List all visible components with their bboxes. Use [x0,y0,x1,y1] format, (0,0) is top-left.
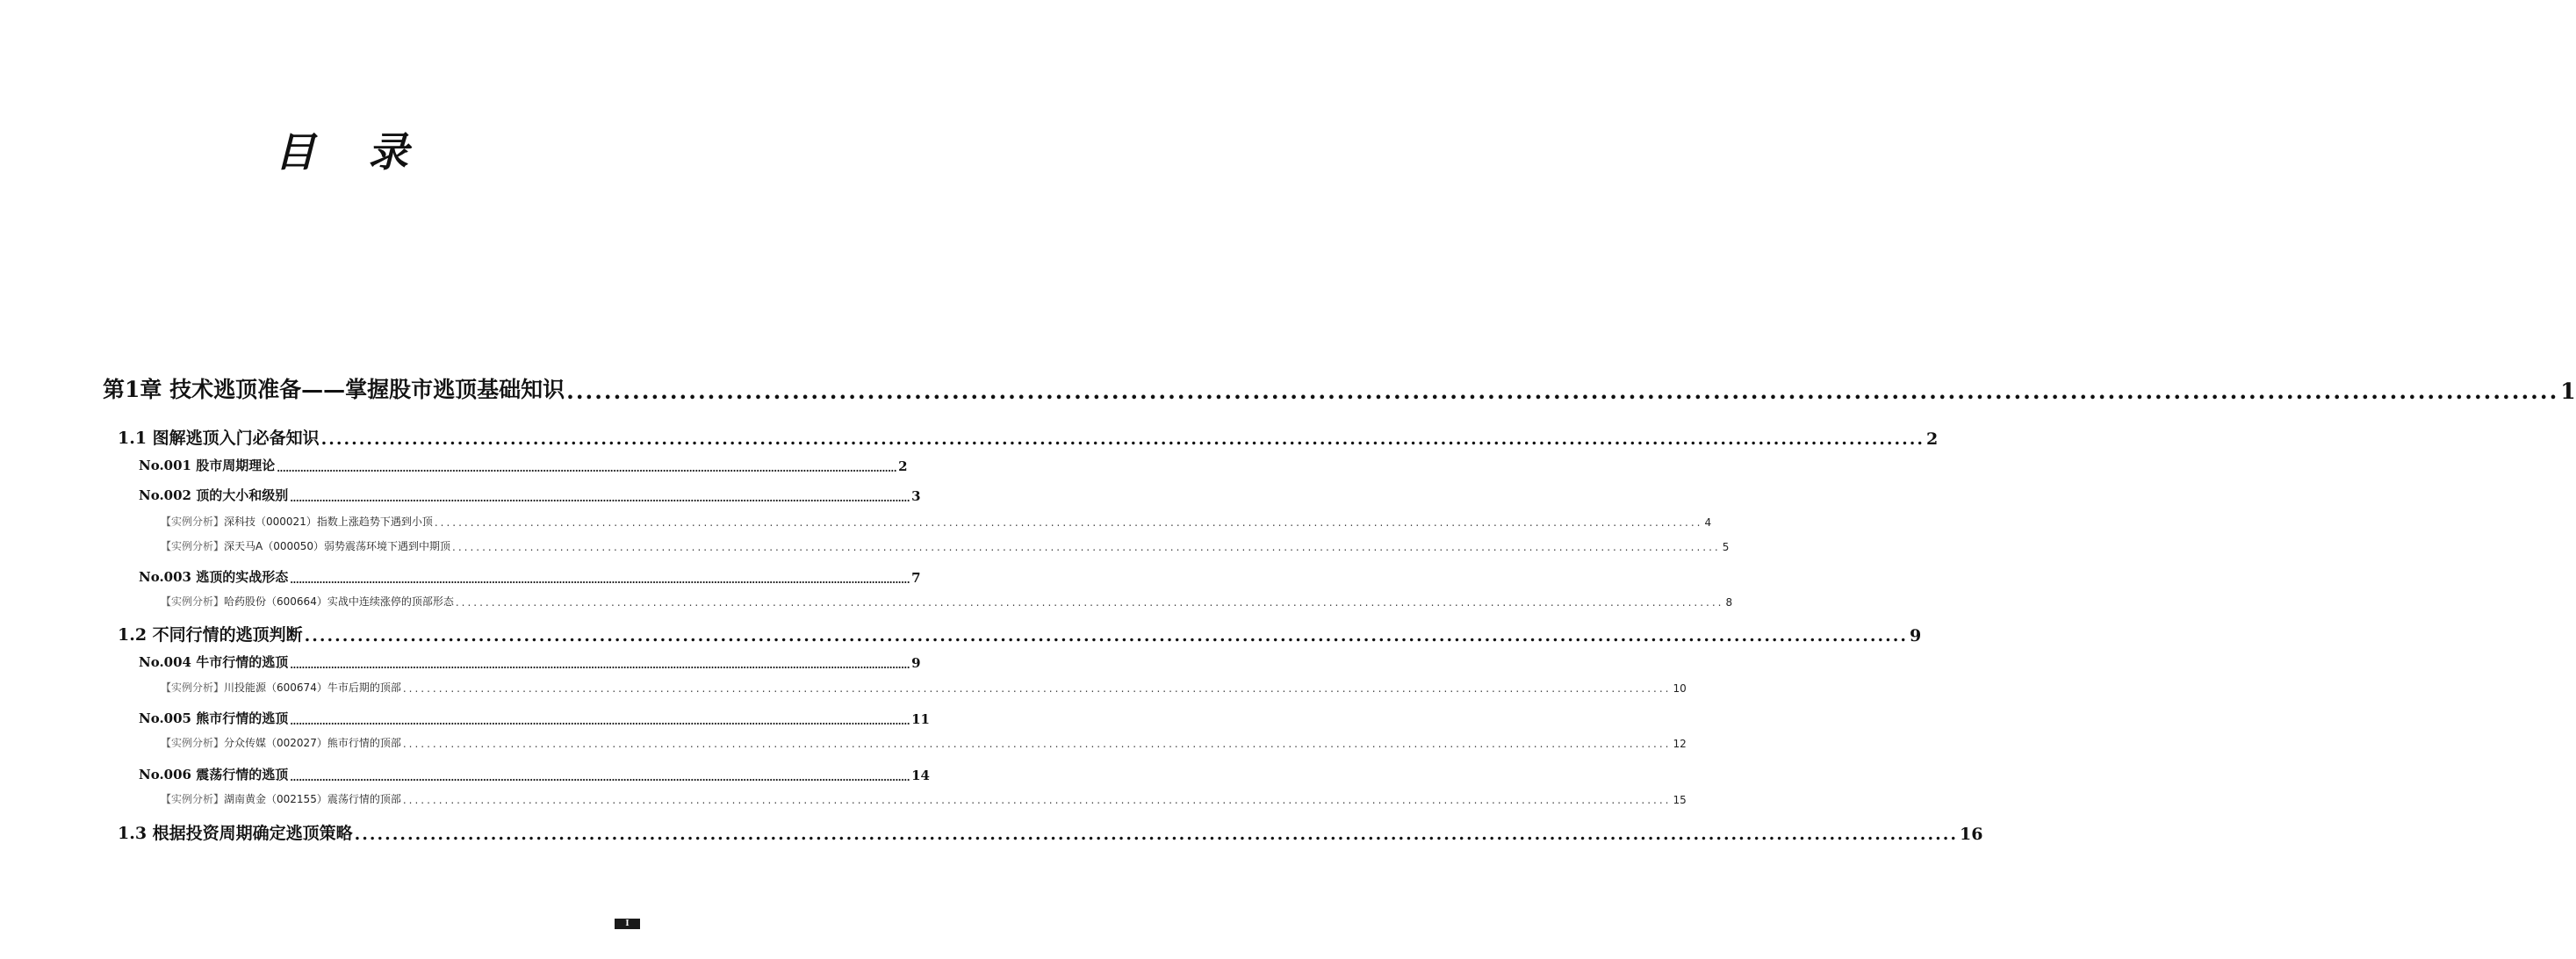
toc-item-no001[interactable] [139,455,908,474]
toc-section-label: 1.1 图解逃顶入门必备知识 [118,429,320,448]
toc-case-label: 深天马A（000050）弱势震荡环境下遇到中期顶 [224,540,451,552]
toc-page-number: 9 [1910,626,1922,645]
case-tag: 【实例分析】 [161,737,225,749]
toc-page-number: 3 [911,488,921,504]
toc-leader-dots: .................................................................................................................................................................................................................... [320,429,1925,449]
toc-section-label: 1.3 根据投资周期确定逃顶策略 [118,824,353,843]
page-title: 目 录 [274,128,428,176]
toc-leader-dots: .................................................................................................................................................................................................................... [434,516,1703,529]
toc-case-label: 川投能源（600674）牛市后期的顶部 [224,681,401,694]
toc-item-label: No.001 股市周期理论 [139,458,276,473]
toc-item-label: No.005 熊市行情的逃顶 [139,710,289,726]
footer-page-number: I [615,919,640,929]
toc-leader-dots: .................................................................................................................................................................................................................... [290,574,910,586]
toc-item-no003[interactable] [139,566,921,586]
toc-leader-dots: .................................................................................................................................................................................................................... [290,493,910,504]
toc-page-number: 7 [911,570,921,586]
toc-page-number: 4 [1704,516,1712,529]
toc-leader-dots: .................................................................................................................................................................................................................... [402,682,1672,695]
toc-case-label: 湖南黄金（002155）震荡行情的顶部 [224,793,401,805]
toc-page-number: 12 [1673,738,1687,750]
toc-item-no006[interactable] [139,764,930,783]
toc-leader-dots: .................................................................................................................................................................................................................... [402,794,1672,806]
toc-case-6[interactable] [161,790,1687,806]
toc-page-number: 9 [911,655,921,671]
toc-item-label: No.004 牛市行情的逃顶 [139,654,289,670]
toc-page-number: 8 [1725,596,1733,609]
toc-case-4[interactable] [161,679,1687,695]
toc-leader-dots: .................................................................................................................................................................................................................... [402,738,1672,750]
toc-page-number: 2 [1926,429,1939,449]
toc-case-1[interactable] [161,513,1712,529]
case-tag: 【实例分析】 [161,681,225,694]
toc-case-label: 深科技（000021）指数上涨趋势下遇到小顶 [224,516,433,528]
toc-item-label: No.002 顶的大小和级别 [139,487,289,503]
toc-page-number: 5 [1722,541,1730,553]
toc-leader-dots: .................................................................................................................................................................................................................... [304,626,1908,645]
toc-section-label: 1.2 不同行情的逃顶判断 [118,625,303,645]
case-tag: 【实例分析】 [161,516,225,528]
toc-leader-dots: .................................................................................................................................................................................................................... [290,716,910,727]
toc-section-1-2[interactable] [118,621,1922,645]
toc-chapter-1[interactable] [103,372,2576,404]
case-tag: 【实例分析】 [161,793,225,805]
toc-leader-dots: .................................................................................................................................................................................................................... [290,660,910,671]
toc-case-3[interactable] [161,593,1733,609]
toc-section-1-1[interactable] [118,424,1939,449]
toc-leader-dots: .................................................................................................................................................................................................................... [566,379,2559,404]
toc-item-no004[interactable] [139,652,921,671]
toc-leader-dots: .................................................................................................................................................................................................................... [452,541,1721,553]
toc-item-label: No.006 震荡行情的逃顶 [139,767,289,782]
toc-page-number: 16 [1960,825,1983,844]
case-tag: 【实例分析】 [161,595,225,608]
toc-case-2[interactable] [161,537,1730,553]
toc-item-no002[interactable] [139,485,921,504]
toc-case-5[interactable] [161,734,1687,750]
toc-case-label: 哈药股份（600664）实战中连续涨停的顶部形态 [224,595,454,608]
toc-leader-dots: .................................................................................................................................................................................................................... [455,596,1724,609]
toc-leader-dots: .................................................................................................................................................................................................................... [354,825,1958,844]
toc-case-label: 分众传媒（002027）熊市行情的顶部 [224,737,401,749]
toc-page-number: 11 [911,711,930,727]
case-tag: 【实例分析】 [161,540,225,552]
toc-leader-dots: .................................................................................................................................................................................................................... [290,772,910,783]
toc-item-label: No.003 逃顶的实战形态 [139,569,289,585]
toc-section-1-3[interactable] [118,819,1983,844]
toc-chapter-label: 第1章 技术逃顶准备——掌握股市逃顶基础知识 [103,377,565,402]
toc-page-number: 14 [911,768,930,783]
toc-page-number: 15 [1673,794,1687,806]
toc-item-no005[interactable] [139,708,930,727]
toc-page-number: 2 [898,458,908,474]
toc-page-number: 1 [2560,379,2576,404]
toc-page-number: 10 [1673,682,1687,695]
toc-leader-dots: .................................................................................................................................................................................................................... [277,463,897,474]
